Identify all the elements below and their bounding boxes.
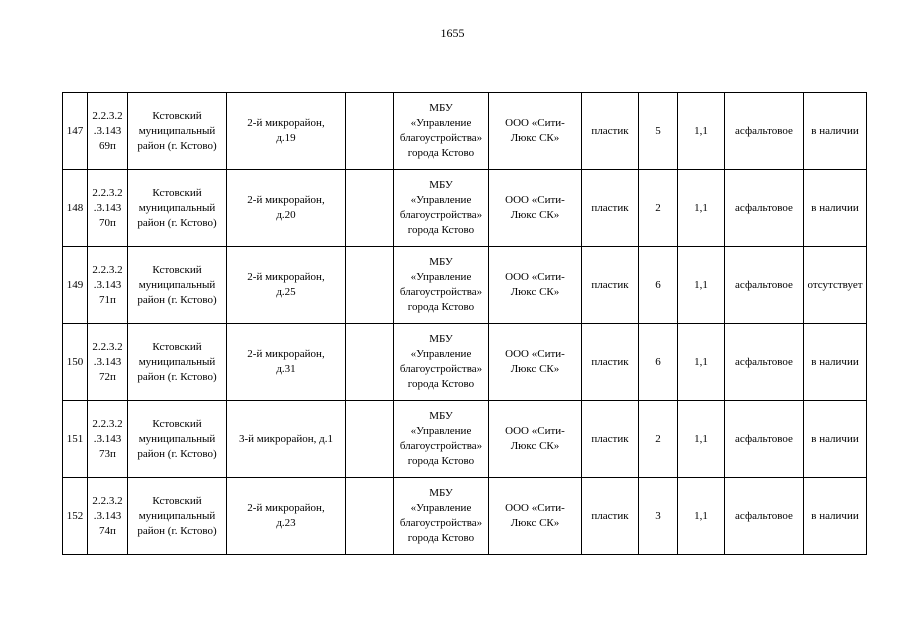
cell-fence: в наличии [804,170,867,247]
cell-code-line: .3.143 [93,355,122,368]
cell-code-line: 2.2.3.2 [92,417,123,430]
cell-code-line: 72п [99,370,116,383]
cell-owner [394,93,489,170]
cell-volume: 1,1 [678,247,725,324]
cell-code [88,247,128,324]
cell-code-line: 2.2.3.2 [92,263,123,276]
table-row [63,324,867,401]
cell-code-line: .3.143 [93,278,122,291]
cell-owner-line: «Управление [410,502,472,514]
cell-fence: отсутствует [804,247,867,324]
cell-district-line: район (г. Кстово) [137,139,217,152]
cell-district-line: Кстовский [152,417,202,430]
cell-material: пластик [582,401,639,478]
cell-district [128,93,227,170]
cell-owner [394,478,489,555]
cell-empty [346,170,394,247]
cell-volume: 1,1 [678,93,725,170]
cell-address-line: д.23 [276,517,296,529]
cell-address-line: 3-й микрорайон, д.1 [239,432,333,445]
cell-row-number: 152 [63,478,88,555]
cell-address [227,324,346,401]
cell-code-line: .3.143 [93,509,122,522]
cell-owner-line: МБУ [429,102,453,114]
cell-container-count: 2 [639,401,678,478]
cell-address-line: д.19 [276,132,296,144]
cell-owner-line: МБУ [429,487,453,499]
cell-empty [346,93,394,170]
cell-address [227,93,346,170]
cell-surface: асфальтовое [725,170,804,247]
cell-material: пластик [582,170,639,247]
cell-code-line: 71п [99,293,116,306]
cell-district [128,324,227,401]
cell-district-line: район (г. Кстово) [137,524,217,537]
cell-volume: 1,1 [678,478,725,555]
page-number: 1655 [440,26,465,40]
cell-owner-line: «Управление [410,117,472,129]
cell-owner-line: города Кстово [407,455,475,467]
cell-owner-line: благоустройства» [399,517,483,529]
cell-row-number: 149 [63,247,88,324]
cell-code [88,93,128,170]
cell-code-line: 74п [99,524,116,537]
cell-surface: асфальтовое [725,247,804,324]
cell-operator-line: ООО «Сити- [505,194,565,206]
cell-volume: 1,1 [678,401,725,478]
cell-operator-line: Люкс СК» [510,209,560,221]
cell-surface: асфальтовое [725,401,804,478]
cell-container-count: 6 [639,247,678,324]
cell-address-line: 2-й микрорайон, [247,194,325,206]
cell-address [227,478,346,555]
cell-code-line: .3.143 [93,201,122,214]
cell-owner-line: благоустройства» [399,132,483,144]
cell-code [88,170,128,247]
cell-surface: асфальтовое [725,478,804,555]
cell-owner-line: «Управление [410,348,472,360]
cell-container-count: 3 [639,478,678,555]
registry-table-body [63,93,867,555]
cell-district-line: муниципальный [138,509,216,522]
cell-owner [394,247,489,324]
cell-owner-line: благоустройства» [399,209,483,221]
cell-operator-line: Люкс СК» [510,132,560,144]
cell-district-line: муниципальный [138,355,216,368]
cell-address-line: д.25 [276,286,296,298]
cell-operator [489,247,582,324]
cell-owner-line: города Кстово [407,378,475,390]
cell-district-line: Кстовский [152,186,202,199]
cell-operator [489,93,582,170]
cell-operator [489,324,582,401]
table-row [63,478,867,555]
cell-container-count: 6 [639,324,678,401]
cell-operator-line: ООО «Сити- [505,117,565,129]
cell-operator-line: ООО «Сити- [505,348,565,360]
cell-address-line: 2-й микрорайон, [247,271,325,283]
cell-owner-line: «Управление [410,425,472,437]
cell-address [227,247,346,324]
cell-container-count: 5 [639,93,678,170]
cell-owner-line: города Кстово [407,224,475,236]
cell-address-line: д.20 [276,209,296,221]
cell-operator-line: ООО «Сити- [505,425,565,437]
cell-district [128,401,227,478]
cell-empty [346,401,394,478]
cell-code-line: .3.143 [93,124,122,137]
cell-operator [489,401,582,478]
cell-district [128,170,227,247]
cell-code-line: 2.2.3.2 [92,340,123,353]
registry-table [62,92,867,555]
cell-code-line: 2.2.3.2 [92,186,123,199]
cell-row-number: 147 [63,93,88,170]
cell-material: пластик [582,247,639,324]
cell-material: пластик [582,478,639,555]
cell-address [227,401,346,478]
cell-owner-line: благоустройства» [399,286,483,298]
cell-volume: 1,1 [678,170,725,247]
cell-empty [346,478,394,555]
cell-row-number: 151 [63,401,88,478]
cell-district-line: Кстовский [152,494,202,507]
cell-district-line: муниципальный [138,201,216,214]
cell-surface: асфальтовое [725,93,804,170]
cell-district-line: район (г. Кстово) [137,216,217,229]
cell-district-line: муниципальный [138,278,216,291]
cell-owner-line: города Кстово [407,147,475,159]
cell-district-line: муниципальный [138,124,216,137]
cell-operator [489,170,582,247]
cell-operator-line: ООО «Сити- [505,271,565,283]
cell-material: пластик [582,93,639,170]
cell-code [88,324,128,401]
cell-operator-line: Люкс СК» [510,517,560,529]
table-row [63,247,867,324]
cell-code-line: .3.143 [93,432,122,445]
cell-code-line: 73п [99,447,116,460]
cell-district [128,247,227,324]
cell-code [88,478,128,555]
table-row [63,401,867,478]
cell-material: пластик [582,324,639,401]
table-row [63,93,867,170]
cell-owner-line: МБУ [429,179,453,191]
cell-address-line: д.31 [276,363,296,375]
cell-address-line: 2-й микрорайон, [247,348,325,360]
cell-district-line: Кстовский [152,109,202,122]
cell-operator-line: Люкс СК» [510,363,560,375]
cell-operator-line: ООО «Сити- [505,502,565,514]
cell-container-count: 2 [639,170,678,247]
cell-owner-line: МБУ [429,333,453,345]
cell-operator-line: Люкс СК» [510,286,560,298]
cell-code-line: 2.2.3.2 [92,109,123,122]
cell-district-line: район (г. Кстово) [137,447,217,460]
cell-operator [489,478,582,555]
cell-code-line: 69п [99,139,116,152]
cell-district-line: район (г. Кстово) [137,370,217,383]
cell-owner-line: города Кстово [407,301,475,313]
cell-address [227,170,346,247]
cell-owner [394,170,489,247]
cell-district-line: Кстовский [152,263,202,276]
cell-address-line: 2-й микрорайон, [247,117,325,129]
cell-surface: асфальтовое [725,324,804,401]
cell-row-number: 150 [63,324,88,401]
cell-owner [394,401,489,478]
cell-owner-line: МБУ [429,410,453,422]
cell-volume: 1,1 [678,324,725,401]
cell-fence: в наличии [804,478,867,555]
cell-owner-line: благоустройства» [399,363,483,375]
cell-district [128,478,227,555]
cell-fence: в наличии [804,93,867,170]
cell-empty [346,247,394,324]
cell-owner-line: города Кстово [407,532,475,544]
cell-fence: в наличии [804,324,867,401]
cell-district-line: район (г. Кстово) [137,293,217,306]
cell-district-line: муниципальный [138,432,216,445]
cell-row-number: 148 [63,170,88,247]
cell-operator-line: Люкс СК» [510,440,560,452]
table-row [63,170,867,247]
cell-owner-line: МБУ [429,256,453,268]
cell-owner-line: благоустройства» [399,440,483,452]
cell-code-line: 70п [99,216,116,229]
cell-owner [394,324,489,401]
cell-code-line: 2.2.3.2 [92,494,123,507]
cell-address-line: 2-й микрорайон, [247,502,325,514]
cell-code [88,401,128,478]
cell-fence: в наличии [804,401,867,478]
cell-empty [346,324,394,401]
cell-owner-line: «Управление [410,271,472,283]
cell-owner-line: «Управление [410,194,472,206]
cell-district-line: Кстовский [152,340,202,353]
